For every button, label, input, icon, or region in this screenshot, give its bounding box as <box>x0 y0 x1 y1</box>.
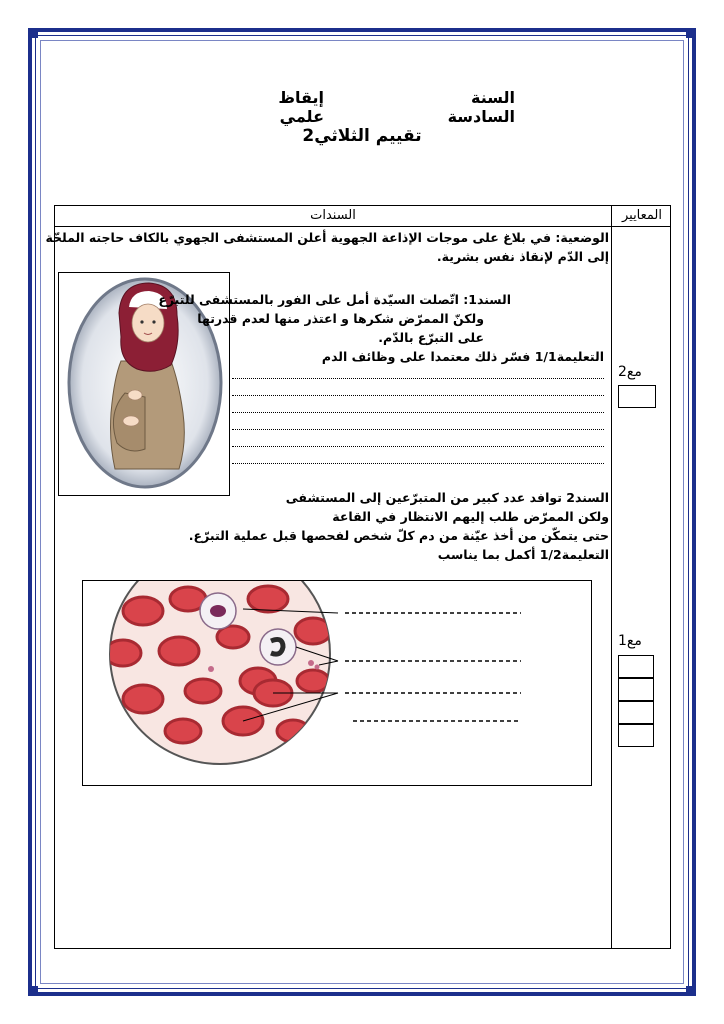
answer-line[interactable] <box>232 463 604 464</box>
answer-line[interactable] <box>232 378 604 379</box>
criterion-2-score-box[interactable] <box>618 385 656 408</box>
support2-line-1: السند2 توافد عدد كبير من المتبرّعين إلى المستشفى <box>285 490 609 505</box>
subject-label: إيقاظ علمي <box>278 88 324 126</box>
blood-smear-figure <box>82 580 592 786</box>
criterion-1-score-box[interactable] <box>618 678 654 701</box>
support1-line-3: على التبرّع بالدّم. <box>378 330 484 345</box>
criteria-column-header: المعايير <box>621 208 663 223</box>
criterion-2-label: مع2 <box>618 364 642 380</box>
answer-line[interactable] <box>232 395 604 396</box>
situation-line-1: الوضعية: في بلاغ على موجات الإذاعة الجهوية أعلن المستشفى الجهوي بالكاف حاجته الملحّة <box>45 230 609 245</box>
page-title: تقييم الثلاثي2 <box>302 126 422 146</box>
border-corner <box>686 986 696 996</box>
support2-instruction: التعليمة1/2 أكمل بما يناسب <box>437 547 609 562</box>
answer-line[interactable] <box>232 429 604 430</box>
support1-line-2: ولكنّ الممرّض شكرها و اعتذر منها لعدم قدرتها <box>197 311 484 326</box>
supports-column-header: السندات <box>310 208 356 223</box>
support2-line-2: ولكن الممرّض طلب إليهم الانتظار في القاعة <box>332 509 609 524</box>
criterion-1-score-box[interactable] <box>618 655 654 678</box>
blood-cells-diagram <box>83 581 593 787</box>
support1-instruction: التعليمة1/1 فسّر ذلك معتمدا على وظائف الدم <box>321 349 604 364</box>
support1-line-1: السند1: اتّصلت السيّدة أمل على الفور بالمستشفى للتبرّع <box>158 292 511 307</box>
situation-line-2: إلى الدّم لإنقاذ نفس بشرية. <box>436 249 609 264</box>
support2-line-3: حتى يتمكّن من أخذ عيّنة من دم كلّ شخص لفحصها قبل عملية التبرّع. <box>188 528 609 543</box>
answer-line[interactable] <box>232 446 604 447</box>
border-corner <box>28 28 38 38</box>
grade-label: السنة السادسة <box>447 88 515 126</box>
border-corner <box>28 986 38 996</box>
border-corner <box>686 28 696 38</box>
criterion-1-score-box[interactable] <box>618 724 654 747</box>
answer-line[interactable] <box>232 412 604 413</box>
criterion-1-score-box[interactable] <box>618 701 654 724</box>
criterion-1-label: مع1 <box>618 633 642 649</box>
